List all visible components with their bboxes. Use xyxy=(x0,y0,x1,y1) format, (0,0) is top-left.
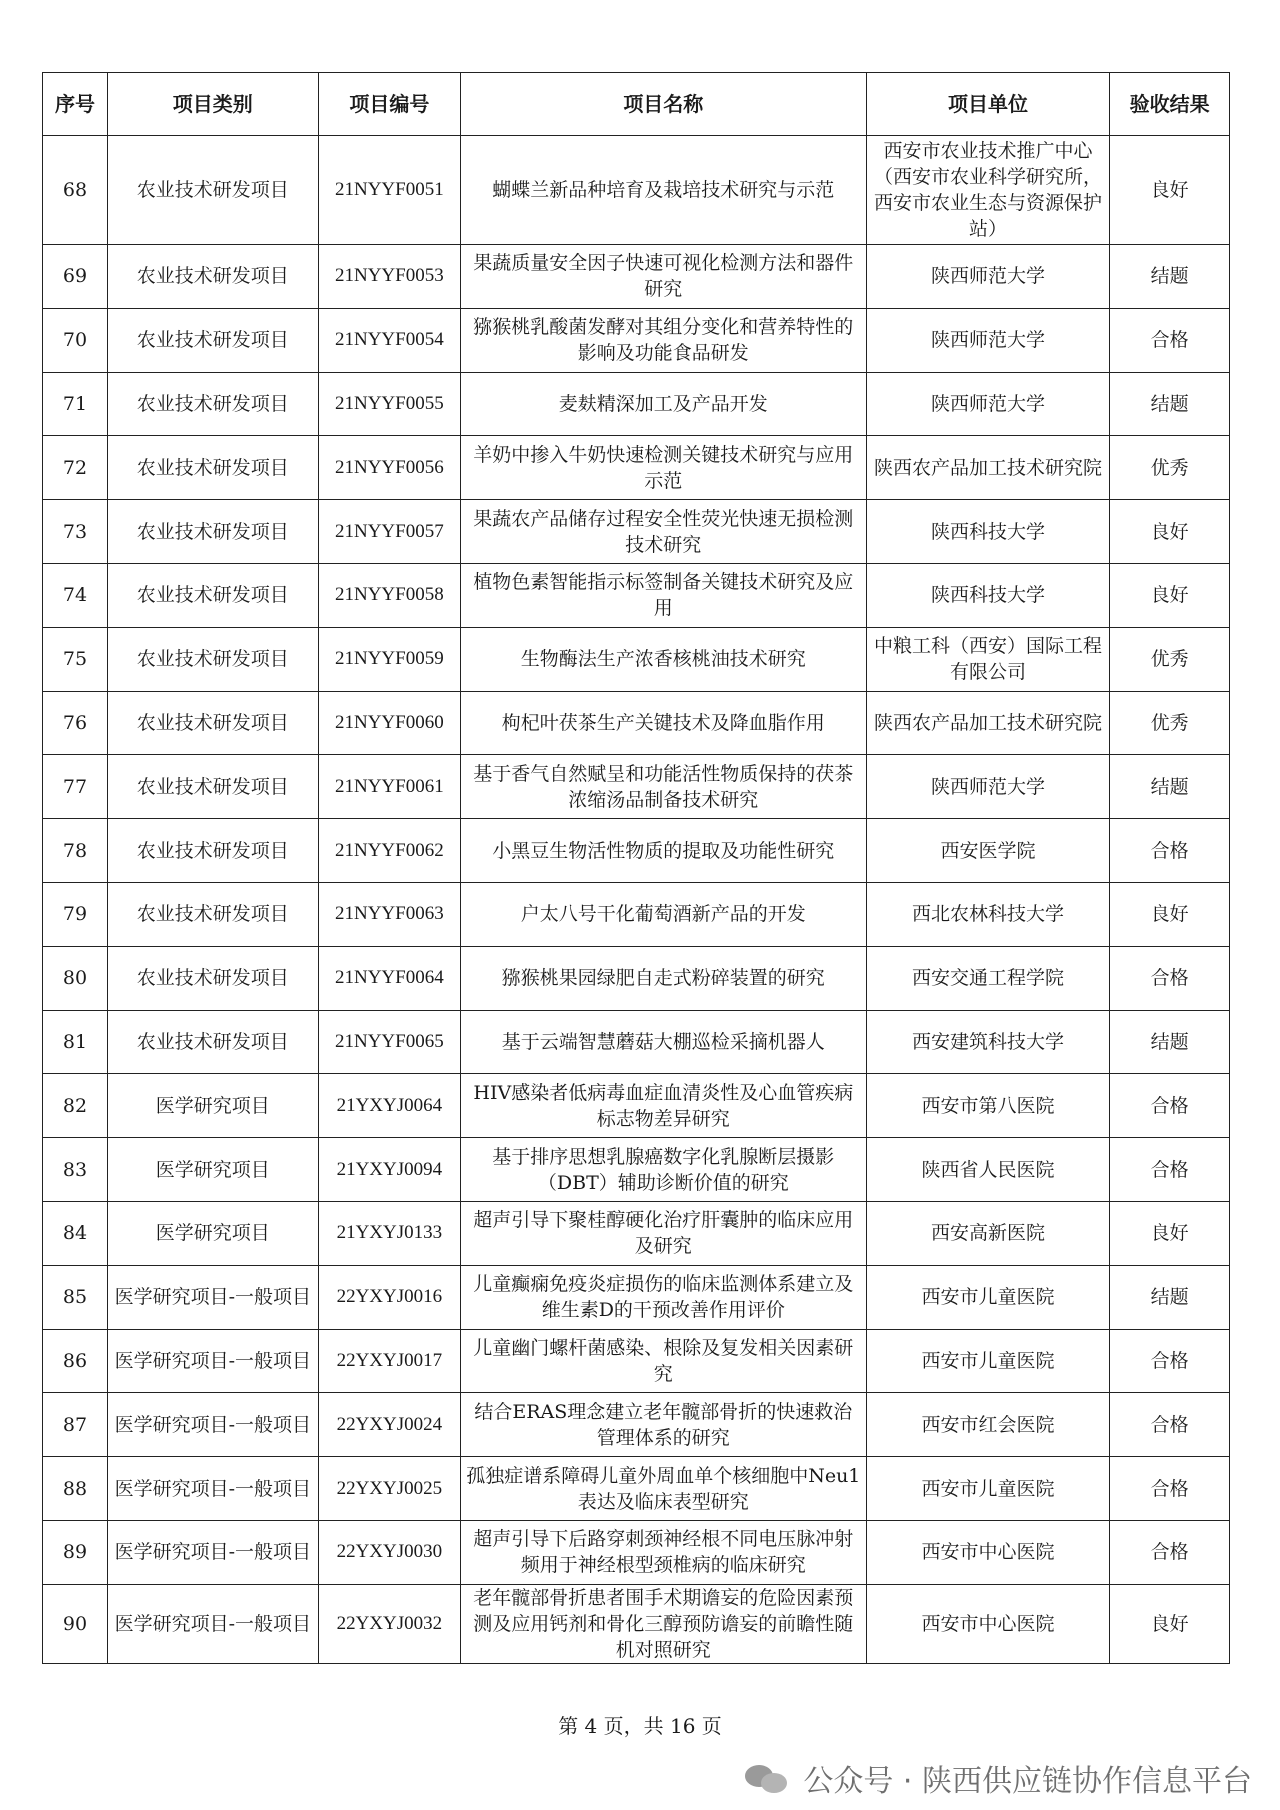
cell-result: 结题 xyxy=(1110,1010,1230,1074)
cell-unit: 陕西师范大学 xyxy=(866,308,1110,372)
cell-no: 86 xyxy=(43,1329,108,1393)
cell-name: 老年髋部骨折患者围手术期谵妄的危险因素预测及应用钙剂和骨化三醇预防谵妄的前瞻性随机对照研究 xyxy=(461,1584,867,1663)
cell-result: 合格 xyxy=(1110,1520,1230,1584)
cell-no: 69 xyxy=(43,245,108,309)
cell-unit: 陕西师范大学 xyxy=(866,245,1110,309)
cell-name: 果蔬质量安全因子快速可视化检测方法和器件研究 xyxy=(461,245,867,309)
cell-name: 孤独症谱系障碍儿童外周血单个核细胞中Neu1表达及临床表型研究 xyxy=(461,1457,867,1521)
cell-code: 21NYYF0055 xyxy=(318,372,460,436)
table-row xyxy=(43,627,1230,691)
cell-no: 72 xyxy=(43,436,108,500)
cell-no: 76 xyxy=(43,691,108,755)
cell-name: 羊奶中掺入牛奶快速检测关键技术研究与应用示范 xyxy=(461,436,867,500)
cell-no: 75 xyxy=(43,627,108,691)
cell-category: 农业技术研发项目 xyxy=(107,1010,318,1074)
cell-unit: 陕西师范大学 xyxy=(866,755,1110,819)
table-row xyxy=(43,1201,1230,1265)
cell-name: 果蔬农产品储存过程安全性荧光快速无损检测技术研究 xyxy=(461,500,867,564)
header-code: 项目编号 xyxy=(318,73,460,136)
cell-result: 优秀 xyxy=(1110,691,1230,755)
cell-name: 儿童幽门螺杆菌感染、根除及复发相关因素研究 xyxy=(461,1329,867,1393)
cell-code: 21NYYF0061 xyxy=(318,755,460,819)
cell-unit: 西安高新医院 xyxy=(866,1201,1110,1265)
cell-code: 22YXYJ0017 xyxy=(318,1329,460,1393)
table-row xyxy=(43,1010,1230,1074)
cell-no: 79 xyxy=(43,882,108,946)
cell-category: 农业技术研发项目 xyxy=(107,946,318,1010)
cell-unit: 西安医学院 xyxy=(866,819,1110,883)
table-row xyxy=(43,1074,1230,1138)
cell-unit: 西安市中心医院 xyxy=(866,1520,1110,1584)
cell-name: 结合ERAS理念建立老年髋部骨折的快速救治管理体系的研究 xyxy=(461,1393,867,1457)
cell-unit: 西北农林科技大学 xyxy=(866,882,1110,946)
cell-name: 超声引导下后路穿刺颈神经根不同电压脉冲射频用于神经根型颈椎病的临床研究 xyxy=(461,1520,867,1584)
watermark-text: 公众号 · 陕西供应链协作信息平台 xyxy=(803,1764,1252,1799)
cell-unit: 西安市红会医院 xyxy=(866,1393,1110,1457)
cell-result: 优秀 xyxy=(1110,627,1230,691)
table-row xyxy=(43,245,1230,309)
cell-name: 生物酶法生产浓香核桃油技术研究 xyxy=(461,627,867,691)
table-row xyxy=(43,563,1230,627)
cell-unit: 陕西科技大学 xyxy=(866,500,1110,564)
cell-code: 21NYYF0060 xyxy=(318,691,460,755)
cell-code: 21NYYF0054 xyxy=(318,308,460,372)
cell-category: 农业技术研发项目 xyxy=(107,755,318,819)
cell-unit: 西安市农业技术推广中心（西安市农业科学研究所，西安市农业生态与资源保护站） xyxy=(866,136,1110,245)
header-no: 序号 xyxy=(43,73,108,136)
cell-code: 21NYYF0056 xyxy=(318,436,460,500)
wechat-icon xyxy=(745,1761,789,1795)
cell-result: 合格 xyxy=(1110,1457,1230,1521)
cell-category: 医学研究项目-一般项目 xyxy=(107,1393,318,1457)
cell-category: 医学研究项目 xyxy=(107,1074,318,1138)
cell-name: 麦麸精深加工及产品开发 xyxy=(461,372,867,436)
cell-code: 21YXYJ0094 xyxy=(318,1138,460,1202)
cell-category: 农业技术研发项目 xyxy=(107,627,318,691)
cell-name: 小黑豆生物活性物质的提取及功能性研究 xyxy=(461,819,867,883)
cell-category: 农业技术研发项目 xyxy=(107,136,318,245)
cell-no: 77 xyxy=(43,755,108,819)
cell-result: 结题 xyxy=(1110,1265,1230,1329)
cell-unit: 陕西农产品加工技术研究院 xyxy=(866,691,1110,755)
cell-no: 78 xyxy=(43,819,108,883)
cell-unit: 西安建筑科技大学 xyxy=(866,1010,1110,1074)
cell-result: 合格 xyxy=(1110,1138,1230,1202)
cell-unit: 西安市儿童医院 xyxy=(866,1329,1110,1393)
table-row xyxy=(43,819,1230,883)
cell-result: 合格 xyxy=(1110,1393,1230,1457)
cell-name: HIV感染者低病毒血症血清炎性及心血管疾病标志物差异研究 xyxy=(461,1074,867,1138)
cell-no: 87 xyxy=(43,1393,108,1457)
cell-no: 88 xyxy=(43,1457,108,1521)
cell-name: 猕猴桃乳酸菌发酵对其组分变化和营养特性的影响及功能食品研发 xyxy=(461,308,867,372)
cell-code: 21NYYF0057 xyxy=(318,500,460,564)
cell-unit: 陕西师范大学 xyxy=(866,372,1110,436)
cell-result: 良好 xyxy=(1110,1201,1230,1265)
cell-result: 结题 xyxy=(1110,245,1230,309)
cell-category: 农业技术研发项目 xyxy=(107,436,318,500)
table-row xyxy=(43,436,1230,500)
cell-category: 农业技术研发项目 xyxy=(107,308,318,372)
cell-category: 医学研究项目-一般项目 xyxy=(107,1457,318,1521)
cell-name: 户太八号干化葡萄酒新产品的开发 xyxy=(461,882,867,946)
cell-result: 良好 xyxy=(1110,882,1230,946)
cell-code: 21NYYF0063 xyxy=(318,882,460,946)
table-row xyxy=(43,372,1230,436)
table-row xyxy=(43,1520,1230,1584)
cell-name: 基于云端智慧蘑菇大棚巡检采摘机器人 xyxy=(461,1010,867,1074)
cell-unit: 西安交通工程学院 xyxy=(866,946,1110,1010)
cell-code: 21NYYF0058 xyxy=(318,563,460,627)
cell-result: 合格 xyxy=(1110,946,1230,1010)
cell-name: 超声引导下聚桂醇硬化治疗肝囊肿的临床应用及研究 xyxy=(461,1201,867,1265)
cell-unit: 西安市中心医院 xyxy=(866,1584,1110,1663)
cell-unit: 西安市儿童医院 xyxy=(866,1457,1110,1521)
cell-unit: 西安市儿童医院 xyxy=(866,1265,1110,1329)
cell-category: 农业技术研发项目 xyxy=(107,563,318,627)
cell-category: 医学研究项目-一般项目 xyxy=(107,1584,318,1663)
cell-code: 22YXYJ0032 xyxy=(318,1584,460,1663)
cell-result: 结题 xyxy=(1110,372,1230,436)
cell-no: 82 xyxy=(43,1074,108,1138)
cell-code: 21YXYJ0133 xyxy=(318,1201,460,1265)
cell-code: 21NYYF0062 xyxy=(318,819,460,883)
cell-result: 良好 xyxy=(1110,1584,1230,1663)
cell-code: 21NYYF0051 xyxy=(318,136,460,245)
table-row xyxy=(43,755,1230,819)
cell-category: 农业技术研发项目 xyxy=(107,245,318,309)
header-result: 验收结果 xyxy=(1110,73,1230,136)
cell-unit: 陕西省人民医院 xyxy=(866,1138,1110,1202)
cell-result: 合格 xyxy=(1110,1074,1230,1138)
cell-category: 医学研究项目-一般项目 xyxy=(107,1265,318,1329)
cell-no: 74 xyxy=(43,563,108,627)
cell-category: 医学研究项目-一般项目 xyxy=(107,1329,318,1393)
cell-name: 蝴蝶兰新品种培育及栽培技术研究与示范 xyxy=(461,136,867,245)
cell-code: 21NYYF0065 xyxy=(318,1010,460,1074)
table-row xyxy=(43,308,1230,372)
table-row xyxy=(43,691,1230,755)
cell-result: 优秀 xyxy=(1110,436,1230,500)
cell-code: 21YXYJ0064 xyxy=(318,1074,460,1138)
watermark xyxy=(745,1756,1252,1800)
cell-unit: 陕西科技大学 xyxy=(866,563,1110,627)
cell-name: 儿童癫痫免疫炎症损伤的临床监测体系建立及维生素D的干预改善作用评价 xyxy=(461,1265,867,1329)
cell-result: 结题 xyxy=(1110,755,1230,819)
cell-category: 农业技术研发项目 xyxy=(107,372,318,436)
cell-result: 合格 xyxy=(1110,1329,1230,1393)
header-name: 项目名称 xyxy=(461,73,867,136)
cell-no: 73 xyxy=(43,500,108,564)
cell-category: 农业技术研发项目 xyxy=(107,500,318,564)
table-row xyxy=(43,1265,1230,1329)
table-row xyxy=(43,1329,1230,1393)
cell-category: 医学研究项目 xyxy=(107,1201,318,1265)
cell-code: 21NYYF0053 xyxy=(318,245,460,309)
cell-name: 基于排序思想乳腺癌数字化乳腺断层摄影（DBT）辅助诊断价值的研究 xyxy=(461,1138,867,1202)
table-row xyxy=(43,136,1230,245)
cell-category: 医学研究项目 xyxy=(107,1138,318,1202)
page-number: 第 4 页，共 16 页 xyxy=(558,1714,722,1738)
cell-no: 89 xyxy=(43,1520,108,1584)
table-row xyxy=(43,1457,1230,1521)
cell-unit: 陕西农产品加工技术研究院 xyxy=(866,436,1110,500)
table-row xyxy=(43,1393,1230,1457)
table-row xyxy=(43,882,1230,946)
cell-no: 83 xyxy=(43,1138,108,1202)
cell-code: 21NYYF0064 xyxy=(318,946,460,1010)
table-row xyxy=(43,1584,1230,1663)
cell-no: 71 xyxy=(43,372,108,436)
table-row xyxy=(43,1138,1230,1202)
cell-result: 合格 xyxy=(1110,819,1230,883)
cell-code: 22YXYJ0030 xyxy=(318,1520,460,1584)
cell-no: 70 xyxy=(43,308,108,372)
cell-code: 22YXYJ0025 xyxy=(318,1457,460,1521)
header-category: 项目类别 xyxy=(107,73,318,136)
cell-no: 68 xyxy=(43,136,108,245)
table-header-row xyxy=(43,73,1230,136)
cell-result: 良好 xyxy=(1110,563,1230,627)
cell-name: 猕猴桃果园绿肥自走式粉碎装置的研究 xyxy=(461,946,867,1010)
cell-result: 良好 xyxy=(1110,500,1230,564)
cell-code: 22YXYJ0016 xyxy=(318,1265,460,1329)
cell-code: 21NYYF0059 xyxy=(318,627,460,691)
cell-no: 84 xyxy=(43,1201,108,1265)
cell-result: 合格 xyxy=(1110,308,1230,372)
cell-name: 植物色素智能指示标签制备关键技术研究及应用 xyxy=(461,563,867,627)
cell-category: 农业技术研发项目 xyxy=(107,691,318,755)
cell-result: 良好 xyxy=(1110,136,1230,245)
table-row xyxy=(43,500,1230,564)
cell-no: 81 xyxy=(43,1010,108,1074)
cell-unit: 西安市第八医院 xyxy=(866,1074,1110,1138)
cell-name: 基于香气自然赋呈和功能活性物质保持的茯茶浓缩汤品制备技术研究 xyxy=(461,755,867,819)
cell-no: 90 xyxy=(43,1584,108,1663)
header-unit: 项目单位 xyxy=(866,73,1110,136)
cell-code: 22YXYJ0024 xyxy=(318,1393,460,1457)
table-row xyxy=(43,946,1230,1010)
project-acceptance-table xyxy=(42,72,1230,1664)
cell-no: 85 xyxy=(43,1265,108,1329)
cell-name: 枸杞叶茯茶生产关键技术及降血脂作用 xyxy=(461,691,867,755)
cell-no: 80 xyxy=(43,946,108,1010)
cell-unit: 中粮工科（西安）国际工程有限公司 xyxy=(866,627,1110,691)
cell-category: 医学研究项目-一般项目 xyxy=(107,1520,318,1584)
cell-category: 农业技术研发项目 xyxy=(107,882,318,946)
cell-category: 农业技术研发项目 xyxy=(107,819,318,883)
